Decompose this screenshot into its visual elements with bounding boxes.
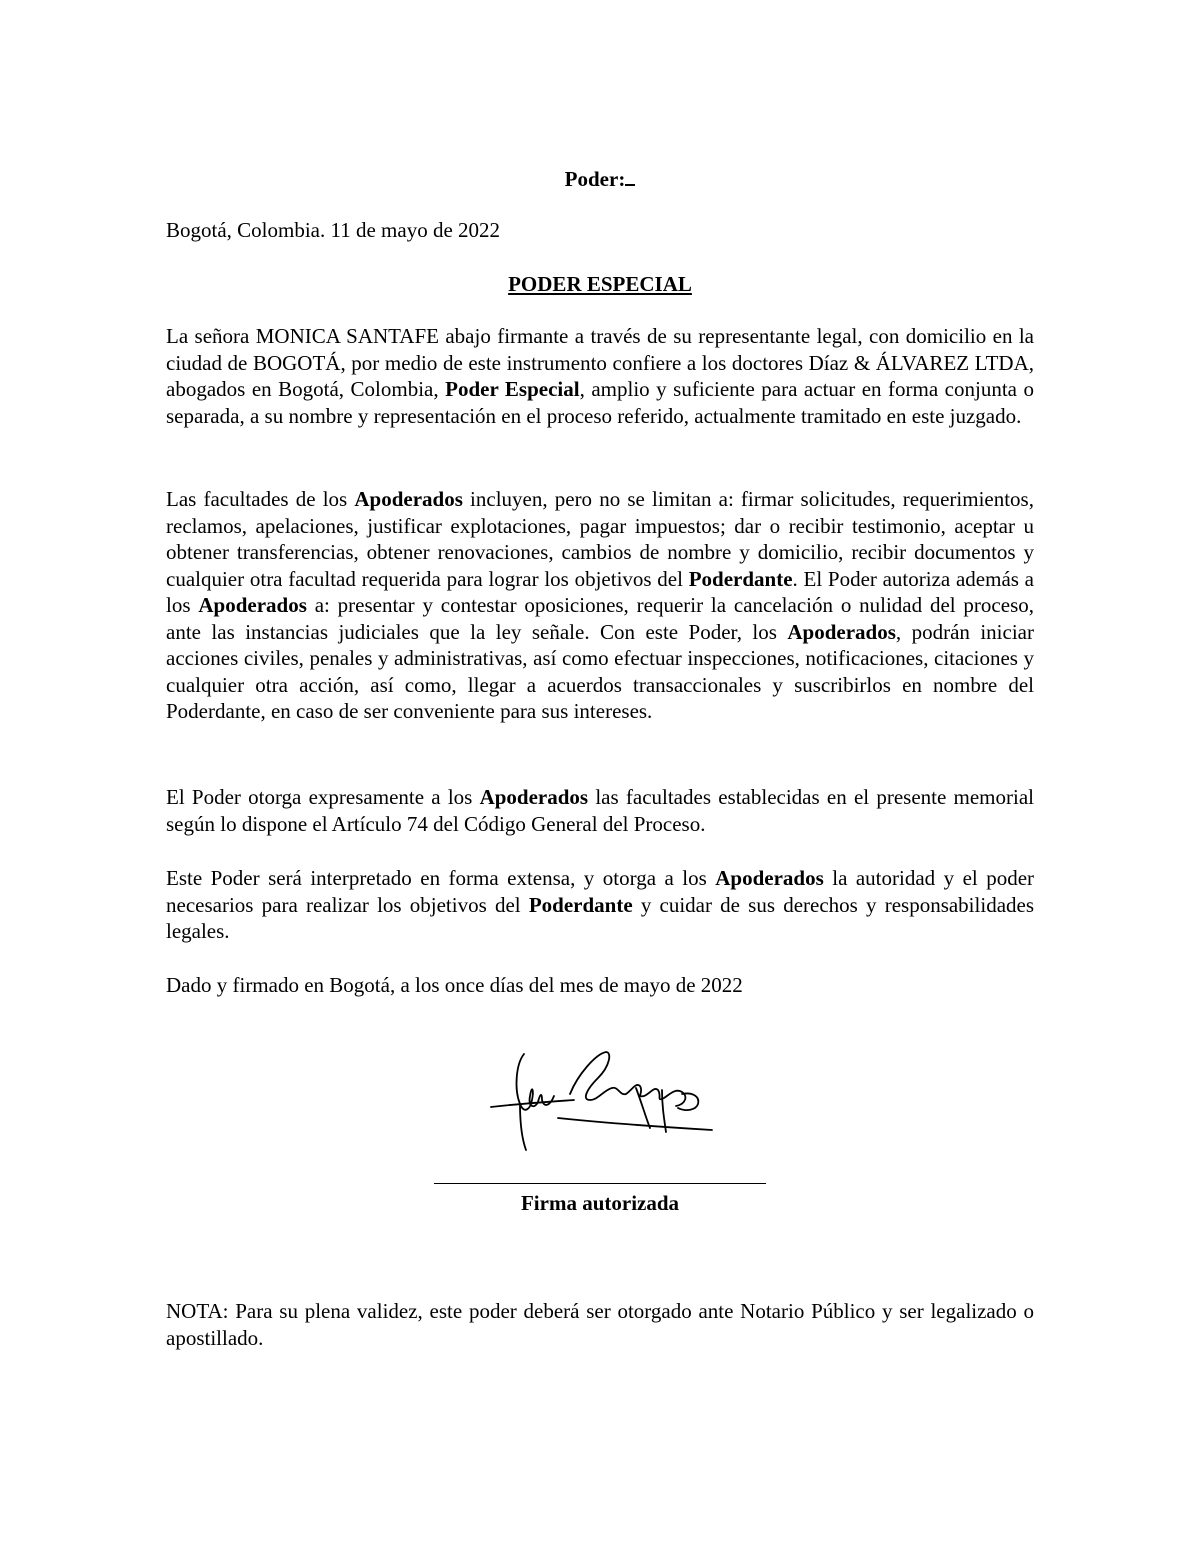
paragraph-text: , amplio y suficiente para actuar en forma conjunta o separada, a su nombre y representación en el proceso referido, actualmente tramitado en este juzgado. <box>166 377 1034 428</box>
paragraph-text: la autoridad y el poder necesarios para realizar los objetivos del <box>166 866 1035 917</box>
nota-paragraph: NOTA: Para su plena validez, este poder deberá ser otorgado ante Notario Público y ser legalizado o apostillado. <box>166 1299 1034 1350</box>
poder-heading <box>166 166 1034 192</box>
paragraph-text: incluyen, pero no se limitan a: firmar solicitudes, requerimientos, reclamos, apelaciones, justificar explotaciones, pagar impuestos; dar o recibir testimonio, aceptar u obtener transferencias, obtener renovaciones, cambios de nombre y domicilio, recibir documentos y cualquier otra facultad requerida para lograr los objetivos del <box>166 487 1034 591</box>
bold-term: Apoderados <box>479 785 589 809</box>
paragraph-faculties <box>166 486 1034 725</box>
bold-term: Apoderados <box>787 619 896 644</box>
closing-line: Dado y firmado en Bogotá, a los once días del mes de mayo de 2022 <box>166 973 743 997</box>
paragraph-text: Este Poder será interpretado en forma extensa, y otorga a los <box>166 866 716 890</box>
bold-term: Apoderados <box>198 593 307 617</box>
bold-term: Apoderados <box>354 487 463 511</box>
bold-term: Poder Especial <box>445 377 580 401</box>
paragraph-text: y cuidar de sus derechos y responsabilidades legales. <box>166 892 1035 943</box>
paragraph-text: las facultades establecidas en el presente memorial según lo dispone el Artículo 74 del Código General del Proceso. <box>166 785 1034 836</box>
paragraph-text: El Poder otorga expresamente a los <box>166 785 480 809</box>
poder-blank-line <box>625 166 635 186</box>
paragraph-grant <box>166 323 1034 429</box>
paragraph-interpretation <box>166 865 1034 945</box>
paragraph-text: , podrán iniciar acciones civiles, penales y administrativas, así como efectuar inspecciones, notificaciones, citaciones y cualquier otra acción, así como, llegar a acuerdos transaccionales y suscribirlos en nombre del Poderdante, en caso de ser conveniente para sus intereses. <box>166 619 1034 723</box>
paragraph-text: Las facultades de los <box>166 487 355 511</box>
paragraph-text: a: presentar y contestar oposiciones, requerir la cancelación o nulidad del proceso, ante las instancias judiciales que la ley señale. Con este Poder, los <box>166 593 1034 644</box>
paragraph-text: . El Poder autoriza además a los <box>166 566 1034 617</box>
bold-term: Poderdante <box>688 566 793 591</box>
bold-term: Poderdante <box>528 892 633 917</box>
paragraph-text: La señora MONICA SANTAFE abajo firmante a través de su representante legal, con domicilio en la ciudad de BOGOTÁ, por medio de este instrumento confiere a los doctores Díaz & ÁLVAREZ LTDA, abogados en Bogotá, Colombia, <box>166 324 1034 401</box>
signature-caption: Firma autorizada <box>520 1191 680 1215</box>
handwritten-signature <box>486 1044 716 1154</box>
document-title: PODER ESPECIAL <box>508 272 692 296</box>
paragraph-article <box>166 784 1034 837</box>
bold-term: Apoderados <box>715 866 824 890</box>
poder-label: Poder: <box>564 167 626 191</box>
signature-line <box>434 1183 766 1184</box>
date-line: Bogotá, Colombia. 11 de mayo de 2022 <box>166 218 501 242</box>
